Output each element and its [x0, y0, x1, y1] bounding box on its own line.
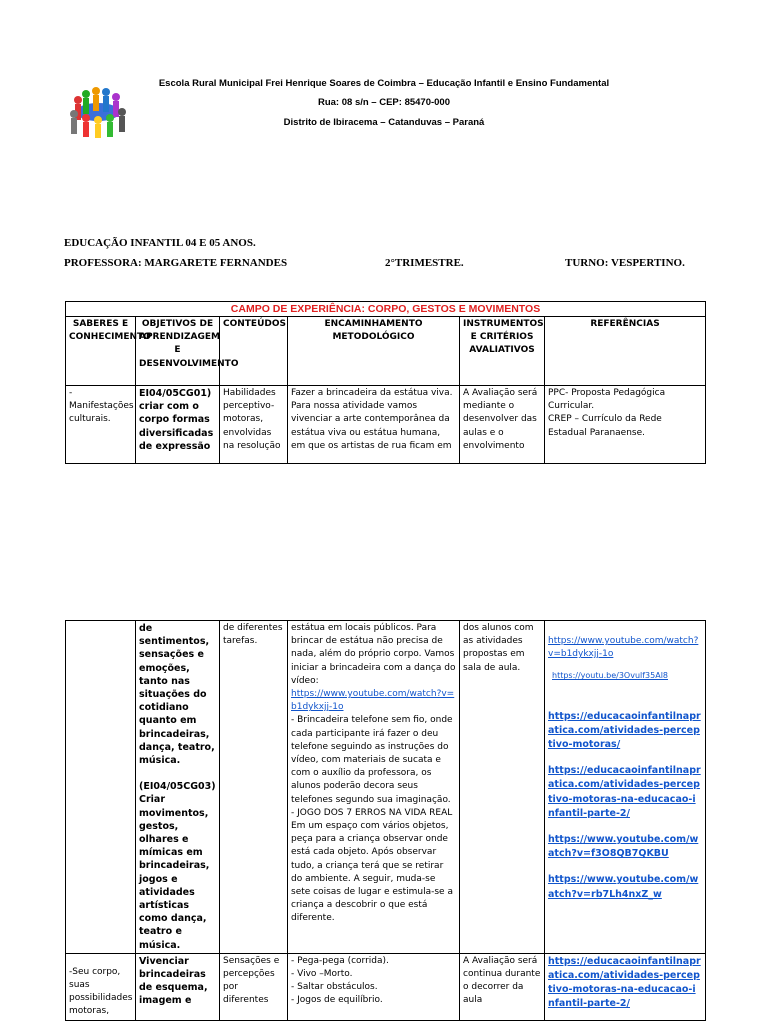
teacher-name: PROFESSORA: MARGARETE FERNANDES — [64, 257, 288, 269]
col-encaminhamento: ENCAMINHAMENTO METODOLÓGICO — [288, 317, 460, 386]
instrumentos-cell: dos alunos com as atividades propostas em sala de aula. — [460, 621, 545, 954]
objetivos-text: de sentimentos, sensações e emoções, tanto nas situações do cotidiano quanto em brincadeiras, dança, teatro, música. — [139, 623, 215, 767]
col-referencias: REFERÊNCIAS — [545, 317, 706, 386]
objetivos-cell: Vivenciar brincadeiras de esquema, imagem e — [136, 953, 220, 1020]
conteudos-cell: Habilidades perceptivo-motoras, envolvidas na resolução — [220, 386, 288, 464]
saberes-cell — [66, 621, 136, 954]
conteudos-cell: Sensações e percepções por diferentes — [220, 953, 288, 1020]
term: 2°TRIMESTRE. — [385, 257, 464, 269]
plan-table-top — [65, 301, 706, 464]
instrumentos-cell: A Avaliação será continua durante o decorrer da aula — [460, 953, 545, 1020]
encaminhamento-cell: - Pega-pega (corrida). - Vivo –Morto. - Saltar obstáculos. - Jogos de equilíbrio. — [288, 953, 460, 1020]
reference-link[interactable]: https://www.youtube.com/watch?v=rb7Lh4nxZ_w — [548, 874, 699, 900]
plan-table-bottom — [65, 620, 706, 1021]
referencias-cell — [545, 953, 706, 1020]
col-saberes: SABERES E CONHECIMENTO — [66, 317, 136, 386]
instrumentos-cell: A Avaliação será mediante o desenvolver das aulas e o envolvimento — [460, 386, 545, 464]
reference-link[interactable]: https://www.youtube.com/watch?v=b1dykxjj-1o — [548, 636, 699, 660]
encaminhamento-cell: Fazer a brincadeira da estátua viva. Para nossa atividade vamos vivenciar a arte contemporânea da estátua viva ou estátua humana, em que os artistas de rua ficam em — [288, 386, 460, 464]
objetivos-cell — [136, 621, 220, 954]
col-objetivos: OBJETIVOS DE APRENDIZAGEM E DESENVOLVIMENTO — [136, 317, 220, 386]
objetivos-text: (EI04/05CG03) Criar movimentos, gestos, olhares e mímicas em brincadeiras, jogos e atividades artísticas como dança, teatro e música. — [139, 781, 216, 951]
encaminhamento-text: - Brincadeira telefone sem fio, onde cada participante irá fazer o deu telefone seguindo as instruções do vídeo, com materiais de sucata e com o auxílio da professora, os alunos poderão decora seus telefones segundo sua imaginação. — [291, 715, 453, 805]
shift: TURNO: VESPERTINO. — [565, 257, 685, 269]
reference-link[interactable]: https://educacaoinfantilnapratica.com/atividades-perceptivo-motoras-na-educacao-infantil-parte-2/ — [548, 955, 701, 1010]
col-instrumentos: INSTRUMENTOS E CRITÉRIOS AVALIATIVOS — [460, 317, 545, 386]
saberes-cell: - Manifestações culturais. — [66, 386, 136, 464]
objetivos-cell: EI04/05CG01) criar com o corpo formas diversificadas de expressão — [136, 386, 220, 464]
referencias-cell: PPC- Proposta Pedagógica Curricular. CREP – Currículo da Rede Estadual Paranaense. — [545, 386, 706, 464]
referencias-cell — [545, 621, 706, 954]
reference-link[interactable]: https://educacaoinfantilnapratica.com/atividades-perceptivo-motoras-na-educacao-infantil-parte-2/ — [548, 765, 701, 819]
col-conteudos: CONTEÚDOS — [220, 317, 288, 386]
school-address: Rua: 08 s/n – CEP: 85470-000 — [317, 97, 450, 108]
youtube-link[interactable]: https://www.youtube.com/watch?v=b1dykxjj-1o — [291, 689, 455, 713]
saberes-cell: -Seu corpo, suas possibilidades motoras, — [66, 953, 136, 1020]
reference-link[interactable]: https://youtu.be/3Ovulf35Al8 — [552, 671, 669, 681]
school-district: Distrito de Ibiracema – Catanduvas – Paraná — [283, 117, 485, 128]
encaminhamento-text: estátua em locais públicos. Para brincar de estátua não precisa de nada, além do próprio corpo. Vamos iniciar a brincadeira com a dança do vídeo: — [291, 623, 456, 686]
conteudos-cell: de diferentes tarefas. — [220, 621, 288, 954]
education-level: EDUCAÇÃO INFANTIL 04 E 05 ANOS. — [64, 237, 256, 249]
reference-link[interactable]: https://www.youtube.com/watch?v=f3O8QB7QKBU — [548, 834, 699, 860]
experience-field-title: CAMPO DE EXPERIÊNCIA: CORPO, GESTOS E MOVIMENTOS — [66, 302, 706, 317]
school-name: Escola Rural Municipal Frei Henrique Soares de Coimbra – Educação Infantil e Ensino Fundamental — [158, 78, 610, 89]
encaminhamento-text: - JOGO DOS 7 ERROS NA VIDA REAL Em um espaço com vários objetos, peça para a criança observar onde está cada objeto. Após observar tudo, a criança terá que se retirar do ambiente. A seguir, muda-se sete coisas de lugar e estimula-se a criança a descobrir o que está diferente. — [291, 807, 453, 924]
reference-link[interactable]: https://educacaoinfantilnapratica.com/atividades-perceptivo-motoras/ — [548, 710, 701, 751]
encaminhamento-cell — [288, 621, 460, 954]
